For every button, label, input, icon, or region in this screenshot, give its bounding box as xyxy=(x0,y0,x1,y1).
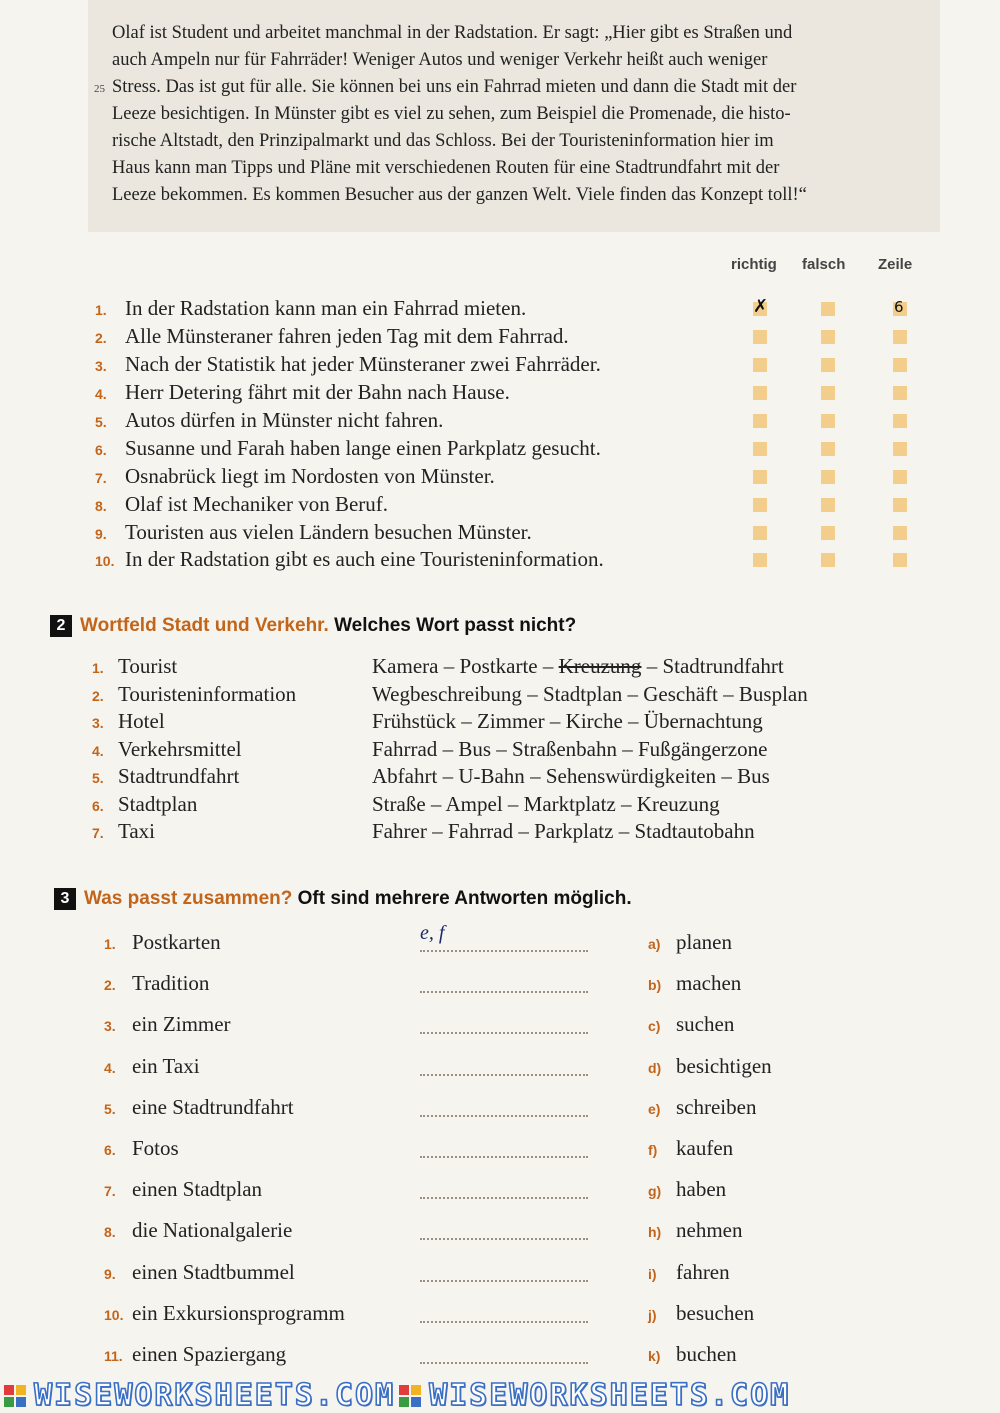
word-option[interactable]: Übernachtung xyxy=(643,709,763,733)
answer-line[interactable] xyxy=(420,1028,588,1034)
falsch-checkbox[interactable] xyxy=(821,414,835,428)
word-option[interactable]: Kamera xyxy=(372,654,439,678)
statement: Osnabrück liegt im Nordosten von Münster. xyxy=(125,464,495,488)
truefalse-item xyxy=(95,492,915,520)
reading-line xyxy=(94,74,902,101)
answer-line[interactable] xyxy=(420,1152,588,1158)
matching-row xyxy=(104,922,964,970)
falsch-checkbox[interactable] xyxy=(821,498,835,512)
noun-phrase: einen Stadtbummel xyxy=(132,1259,295,1284)
word-option[interactable]: Parkplatz xyxy=(534,819,614,843)
verb-option: buchen xyxy=(676,1342,737,1366)
item-number: 4. xyxy=(95,386,107,402)
option-letter: b) xyxy=(648,977,662,994)
topic-word: Verkehrsmittel xyxy=(118,736,242,761)
statement: In der Radstation kann man ein Fahrrad mieten. xyxy=(125,296,527,320)
option-letter: d) xyxy=(648,1059,662,1076)
noun-phrase: einen Spaziergang xyxy=(132,1342,287,1366)
handwritten-answer: e, f xyxy=(420,922,445,944)
answer-line[interactable] xyxy=(420,946,588,952)
wortfeld-row xyxy=(92,654,952,681)
separator: – xyxy=(521,681,543,706)
word-option[interactable]: Frühstück xyxy=(372,709,456,733)
richtig-checkbox[interactable] xyxy=(753,358,767,372)
wortfeld-row xyxy=(92,792,952,819)
item-number: 9. xyxy=(95,526,107,542)
truefalse-item xyxy=(95,380,915,408)
wortfeld-row xyxy=(92,709,952,736)
answer-line[interactable] xyxy=(420,1193,588,1199)
answer-line[interactable] xyxy=(420,1276,588,1282)
item-number: 10. xyxy=(95,553,115,569)
separator: – xyxy=(641,654,663,678)
reading-line: Leeze bekommen. Es kommen Besucher aus der ganzen Welt. Viele finden das Konzept toll!“ xyxy=(112,185,807,205)
reading-line: Leeze besichtigen. In Münster gibt es viel zu sehen, zum Beispiel die Promenade, die histo- xyxy=(112,104,791,124)
word-options xyxy=(372,709,763,734)
reading-line: Haus kann man Tipps und Pläne mit verschiedenen Routen für eine Stadtrundfahrt mit der xyxy=(112,158,780,178)
item-number: 1. xyxy=(92,660,104,676)
column-header-richtig: richtig xyxy=(731,256,777,273)
option-letter: a) xyxy=(648,936,661,952)
item-number: 3. xyxy=(104,1018,116,1035)
verb-option: nehmen xyxy=(676,1218,743,1243)
separator: – xyxy=(524,764,546,788)
truefalse-item xyxy=(95,547,915,575)
topic-word: Touristeninformation xyxy=(118,681,297,706)
answer-line[interactable] xyxy=(420,1111,588,1117)
word-options xyxy=(372,764,770,789)
item-number: 1. xyxy=(104,936,116,952)
option-letter: c) xyxy=(648,1018,661,1035)
zeile-field[interactable] xyxy=(893,442,907,456)
noun-phrase: Fotos xyxy=(132,1136,179,1160)
word-option[interactable]: Kirche xyxy=(565,709,623,733)
verb-option: besuchen xyxy=(676,1300,755,1325)
falsch-checkbox[interactable] xyxy=(821,358,835,372)
zeile-field[interactable] xyxy=(893,386,907,400)
separator: – xyxy=(425,791,446,816)
item-number: 11. xyxy=(104,1348,123,1364)
topic-word: Taxi xyxy=(118,819,156,843)
item-number: 7. xyxy=(92,825,104,841)
section-3-heading xyxy=(54,888,632,910)
reading-line-text: Stress. Das ist gut für alle. Sie können bei uns ein Fahrrad mieten und dann die Stadt mit der xyxy=(112,77,797,97)
separator: – xyxy=(717,681,739,706)
zeile-value: 6 xyxy=(894,298,904,316)
word-option[interactable]: Wegbeschreibung xyxy=(372,681,522,706)
falsch-checkbox[interactable] xyxy=(821,526,835,540)
verb-option: suchen xyxy=(676,1012,735,1037)
verb-option: kaufen xyxy=(676,1136,734,1160)
word-option[interactable]: Abfahrt xyxy=(372,764,438,788)
statement: In der Radstation gibt es auch eine Touristeninformation. xyxy=(125,547,604,571)
verb-option: planen xyxy=(676,930,732,954)
topic-word: Stadtplan xyxy=(118,791,198,816)
separator: – xyxy=(456,709,477,733)
word-option[interactable]: Sehenswürdigkeiten xyxy=(545,764,717,788)
section-instruction: Oft sind mehrere Antworten möglich. xyxy=(297,888,632,910)
item-number: 8. xyxy=(95,498,107,514)
item-number: 6. xyxy=(104,1142,116,1158)
matching-row xyxy=(104,1177,964,1217)
matching-row xyxy=(104,1301,964,1341)
truefalse-item xyxy=(95,352,915,380)
item-number: 5. xyxy=(95,414,107,430)
statement: Touristen aus vielen Ländern besuchen Münster. xyxy=(125,520,532,544)
wortfeld-row xyxy=(92,819,952,846)
noun-phrase: ein Taxi xyxy=(132,1053,200,1078)
section-instruction: Welches Wort passt nicht? xyxy=(334,615,577,637)
separator: – xyxy=(615,791,637,816)
zeile-field[interactable] xyxy=(893,414,907,428)
section-number-badge: 3 xyxy=(54,888,76,910)
matching-row xyxy=(104,1012,964,1052)
item-number: 8. xyxy=(104,1224,116,1241)
struck-word[interactable]: Kreuzung xyxy=(558,654,642,678)
item-number: 2. xyxy=(92,687,104,704)
truefalse-item xyxy=(95,324,915,352)
zeile-field[interactable] xyxy=(893,298,907,316)
verb-option: besichtigen xyxy=(676,1053,772,1078)
wortfeld-row xyxy=(92,682,952,709)
separator: – xyxy=(613,819,635,843)
answer-line[interactable] xyxy=(420,987,588,993)
word-option[interactable]: Postkarte xyxy=(459,654,538,678)
separator: – xyxy=(502,791,524,816)
falsch-checkbox[interactable] xyxy=(821,553,835,567)
zeile-field[interactable] xyxy=(893,330,907,344)
item-number: 3. xyxy=(95,358,107,374)
answer-line[interactable] xyxy=(420,1358,588,1364)
richtig-checkbox[interactable] xyxy=(753,526,767,540)
richtig-checkbox[interactable] xyxy=(753,498,767,512)
item-number: 7. xyxy=(104,1183,116,1200)
word-option[interactable]: Bus xyxy=(458,736,491,761)
section-title: Wortfeld Stadt und Verkehr. xyxy=(80,615,329,637)
separator: – xyxy=(513,819,535,843)
statement: Nach der Statistik hat jeder Münsteraner zwei Fahrräder. xyxy=(125,352,601,376)
falsch-checkbox[interactable] xyxy=(821,302,835,316)
statement: Autos dürfen in Münster nicht fahren. xyxy=(125,408,444,432)
item-number: 2. xyxy=(104,977,116,994)
matching-row xyxy=(104,1342,964,1382)
reading-line: rische Altstadt, den Prinzipalmarkt und das Schloss. Bei der Touristeninformation hier im xyxy=(112,131,774,151)
richtig-checkbox[interactable] xyxy=(753,386,767,400)
zeile-field[interactable] xyxy=(893,498,907,512)
topic-word: Hotel xyxy=(118,709,165,733)
separator: – xyxy=(438,654,460,678)
item-number: 4. xyxy=(92,742,104,759)
item-number: 7. xyxy=(95,470,107,486)
word-option[interactable]: Zimmer xyxy=(477,709,545,733)
section-2-heading xyxy=(50,615,576,637)
matching-row xyxy=(104,1218,964,1258)
word-option[interactable]: Fahrer xyxy=(372,819,427,843)
matching-row xyxy=(104,1095,964,1135)
wortfeld-row xyxy=(92,764,952,791)
word-option[interactable]: Straße xyxy=(372,791,426,816)
zeile-field[interactable] xyxy=(893,470,907,484)
verb-option: fahren xyxy=(676,1259,730,1284)
word-option[interactable]: Marktplatz xyxy=(523,791,616,816)
verb-option: machen xyxy=(676,971,742,996)
zeile-field[interactable] xyxy=(893,553,907,567)
item-number: 2. xyxy=(95,330,107,346)
statement: Herr Detering fährt mit der Bahn nach Hause. xyxy=(125,380,510,404)
word-options xyxy=(372,792,720,817)
falsch-checkbox[interactable] xyxy=(821,386,835,400)
separator: – xyxy=(426,819,448,843)
item-number: 10. xyxy=(104,1306,124,1323)
richtig-checkbox[interactable] xyxy=(753,330,767,344)
richtig-checkbox[interactable] xyxy=(753,553,767,567)
word-option[interactable]: Bus xyxy=(737,764,770,788)
verb-option: schreiben xyxy=(676,1094,757,1119)
noun-phrase: einen Stadtplan xyxy=(132,1177,263,1202)
column-header-falsch: falsch xyxy=(802,256,846,273)
separator: – xyxy=(716,764,738,788)
topic-word: Tourist xyxy=(118,654,178,678)
word-option[interactable]: Straßenbahn xyxy=(512,736,617,761)
item-number: 6. xyxy=(95,442,107,458)
watermark-text: WISEWORKSHEETS.COM xyxy=(429,1379,791,1413)
word-options xyxy=(372,682,808,707)
item-number: 5. xyxy=(104,1100,116,1117)
option-letter: f) xyxy=(648,1142,658,1158)
truefalse-item xyxy=(95,408,915,436)
word-option[interactable]: Geschäft xyxy=(643,681,718,706)
verb-option: haben xyxy=(676,1177,727,1202)
option-letter: h) xyxy=(648,1224,662,1241)
column-header-zeile: Zeile xyxy=(878,256,913,273)
falsch-checkbox[interactable] xyxy=(821,470,835,484)
matching-row xyxy=(104,971,964,1011)
word-option[interactable]: Fahrrad xyxy=(447,819,514,843)
answer-line[interactable] xyxy=(420,1234,588,1240)
separator: – xyxy=(616,736,638,761)
statement: Olaf ist Mechaniker von Beruf. xyxy=(125,492,389,516)
item-number: 4. xyxy=(104,1059,116,1076)
word-options xyxy=(372,819,755,844)
option-letter: j) xyxy=(648,1306,657,1323)
worksheet-logo-icon xyxy=(399,1385,423,1409)
wortfeld-row xyxy=(92,737,952,764)
item-number: 5. xyxy=(92,770,104,786)
truefalse-item xyxy=(95,520,915,548)
falsch-checkbox[interactable] xyxy=(821,442,835,456)
separator: – xyxy=(437,764,459,788)
item-number: 3. xyxy=(92,715,104,731)
word-option[interactable]: Stadtrundfahrt xyxy=(662,654,784,678)
item-number: 6. xyxy=(92,797,104,814)
section-title: Was passt zusammen? xyxy=(84,888,293,910)
answer-line[interactable] xyxy=(420,1070,588,1076)
richtig-checkbox[interactable] xyxy=(753,296,769,317)
word-option[interactable]: Stadtplan xyxy=(542,681,623,706)
reading-text xyxy=(94,20,902,209)
matching-row xyxy=(104,1136,964,1176)
noun-phrase: Tradition xyxy=(132,971,210,996)
worksheet-logo-icon xyxy=(4,1385,28,1409)
noun-phrase: Postkarten xyxy=(132,930,221,954)
matching-row xyxy=(104,1260,964,1300)
word-option[interactable]: Fußgängerzone xyxy=(637,736,768,761)
word-option[interactable]: Ampel xyxy=(445,791,503,816)
noun-phrase: ein Exkursionsprogramm xyxy=(132,1300,345,1325)
truefalse-item xyxy=(95,464,915,492)
separator: – xyxy=(437,736,459,761)
check-mark: ✗ xyxy=(753,296,769,317)
richtig-checkbox[interactable] xyxy=(753,414,767,428)
word-options xyxy=(372,654,784,679)
separator: – xyxy=(622,681,644,706)
separator: – xyxy=(491,736,512,761)
truefalse-item xyxy=(95,436,915,464)
reading-line: auch Ampeln nur für Fahrräder! Weniger Autos und weniger Verkehr heißt auch weniger xyxy=(112,50,768,70)
option-letter: g) xyxy=(648,1183,662,1200)
truefalse-item xyxy=(95,296,915,324)
section-number-badge: 2 xyxy=(50,615,72,637)
separator: – xyxy=(622,709,644,733)
word-option[interactable]: U-Bahn xyxy=(458,764,525,788)
separator: – xyxy=(537,654,559,678)
matching-row xyxy=(104,1054,964,1094)
topic-word: Stadtrundfahrt xyxy=(118,764,240,788)
watermark-banner xyxy=(0,1379,1000,1413)
noun-phrase: ein Zimmer xyxy=(132,1012,231,1037)
richtig-checkbox[interactable] xyxy=(753,442,767,456)
falsch-checkbox[interactable] xyxy=(821,330,835,344)
zeile-field[interactable] xyxy=(893,526,907,540)
word-option[interactable]: Busplan xyxy=(738,681,808,706)
answer-line[interactable] xyxy=(420,1317,588,1323)
item-number: 1. xyxy=(95,302,107,318)
reading-line: Olaf ist Student und arbeitet manchmal in der Radstation. Er sagt: „Hier gibt es Straßen und xyxy=(112,23,793,43)
zeile-field[interactable] xyxy=(893,358,907,372)
noun-phrase: eine Stadtrundfahrt xyxy=(132,1094,294,1119)
noun-phrase: die Nationalgalerie xyxy=(132,1218,293,1243)
separator: – xyxy=(544,709,566,733)
option-letter: e) xyxy=(648,1100,661,1117)
richtig-checkbox[interactable] xyxy=(753,470,767,484)
option-letter: i) xyxy=(648,1265,657,1282)
item-number: 9. xyxy=(104,1265,116,1282)
watermark-text: WISEWORKSHEETS.COM xyxy=(34,1379,396,1413)
statement: Alle Münsteraner fahren jeden Tag mit dem Fahrrad. xyxy=(125,324,569,348)
word-option[interactable]: Fahrrad xyxy=(372,736,438,761)
line-number: 25 xyxy=(94,83,105,95)
word-options xyxy=(372,737,767,762)
word-option[interactable]: Stadtautobahn xyxy=(634,819,755,843)
statement: Susanne und Farah haben lange einen Parkplatz gesucht. xyxy=(125,436,601,460)
option-letter: k) xyxy=(648,1348,661,1364)
word-option[interactable]: Kreuzung xyxy=(636,791,720,816)
